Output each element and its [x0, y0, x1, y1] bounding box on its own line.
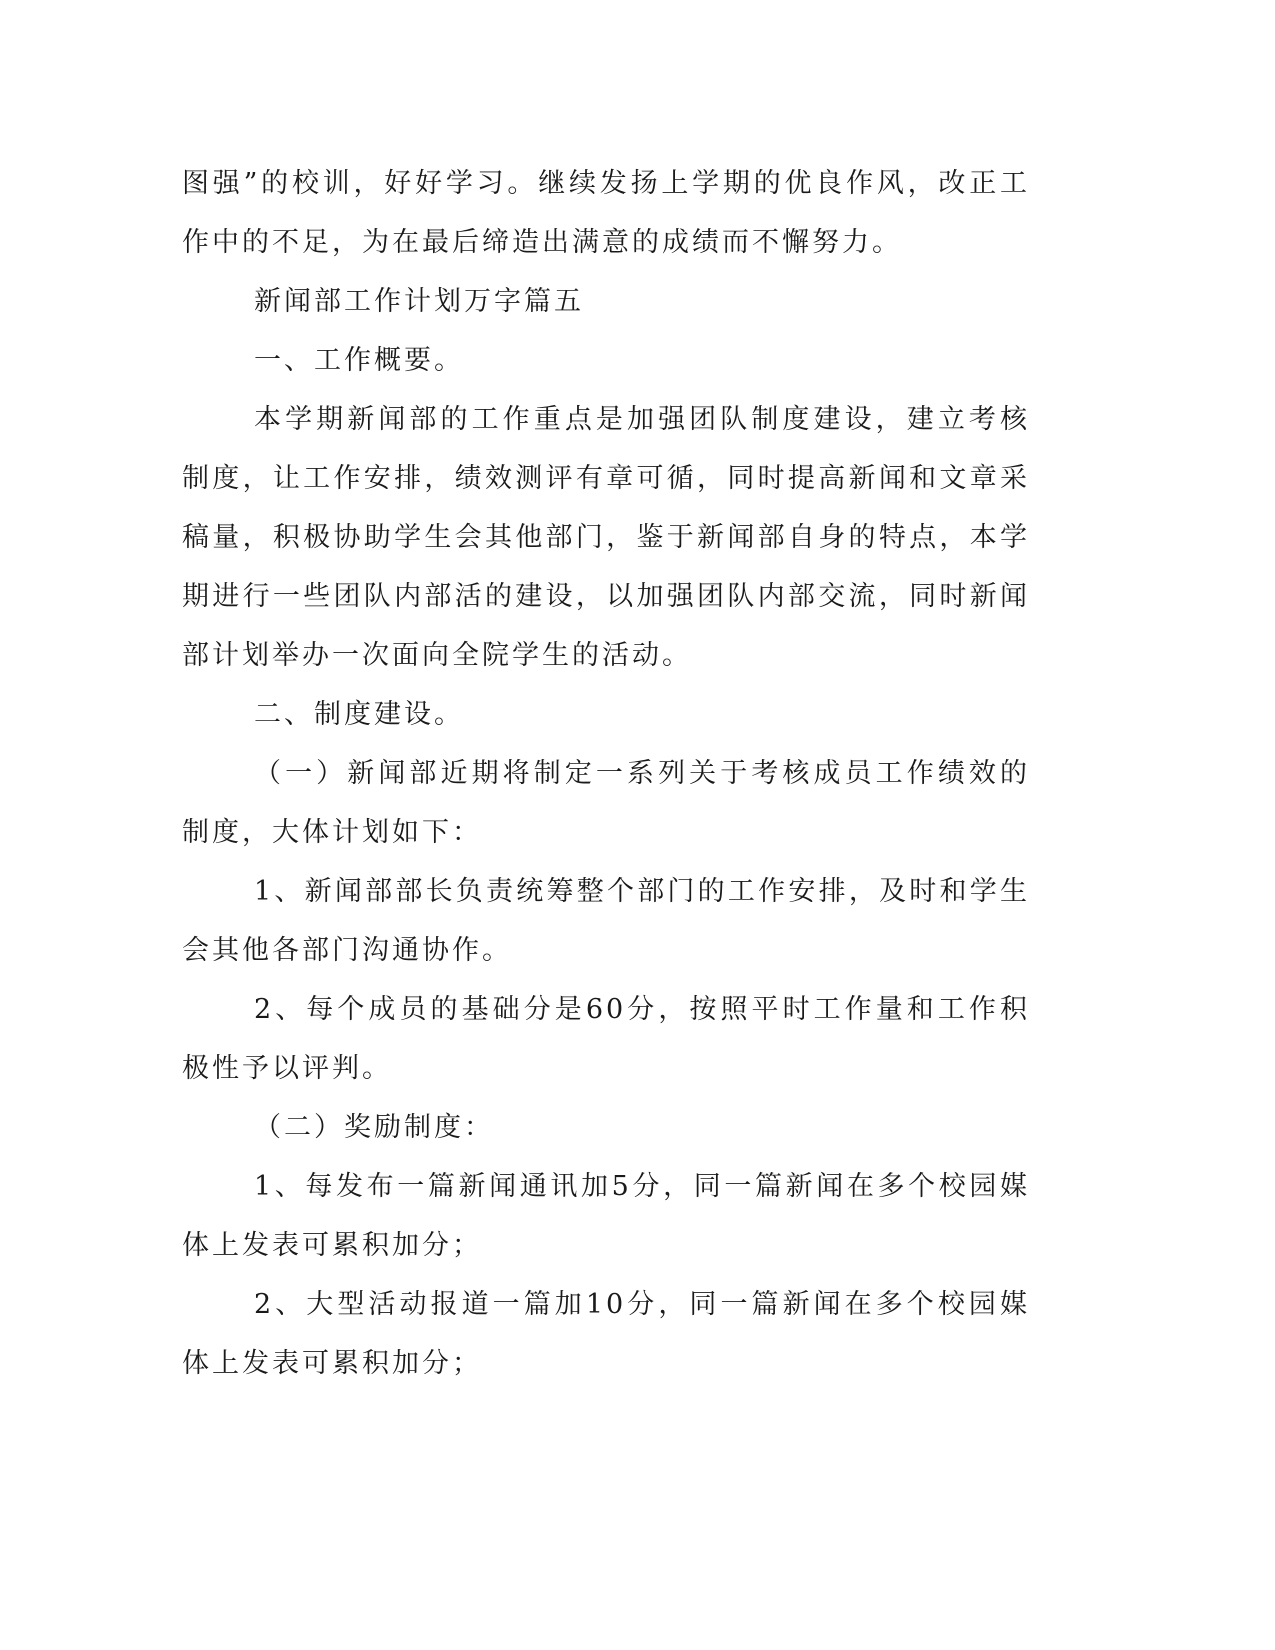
reward-item-2: 2、大型活动报道一篇加10分，同一篇新闻在多个校园媒体上发表可累积加分； — [182, 1289, 1030, 1379]
paragraph-overview: 本学期新闻部的工作重点是加强团队制度建设，建立考核制度，让工作安排，绩效测评有章可循，同时提高新闻和文章采稿量，积极协助学生会其他部门，鉴于新闻部自身的特点，本学期进行一些团队内部活的建设，以加强团队内部交流，同时新闻部计划举办一次面向全院学生的活动。 — [182, 404, 1030, 671]
paragraph-assessment-plan: （一）新闻部近期将制定一系列关于考核成员工作绩效的制度，大体计划如下： — [182, 758, 1030, 848]
document-body — [182, 154, 1030, 1393]
list-item-1: 1、新闻部部长负责统筹整个部门的工作安排，及时和学生会其他各部门沟通协作。 — [182, 876, 1030, 966]
heading-system-building: 二、制度建设。 — [254, 699, 464, 730]
heading-work-overview: 一、工作概要。 — [254, 345, 464, 376]
heading-reward-system: （二）奖励制度： — [254, 1112, 494, 1143]
section-title: 新闻部工作计划万字篇五 — [254, 286, 584, 317]
paragraph-continuation: 图强”的校训，好好学习。继续发扬上学期的优良作风，改正工作中的不足，为在最后缔造出满意的成绩而不懈努力。 — [182, 168, 1030, 258]
list-item-2: 2、每个成员的基础分是60分，按照平时工作量和工作积极性予以评判。 — [182, 994, 1030, 1084]
reward-item-1: 1、每发布一篇新闻通讯加5分，同一篇新闻在多个校园媒体上发表可累积加分； — [182, 1171, 1030, 1261]
